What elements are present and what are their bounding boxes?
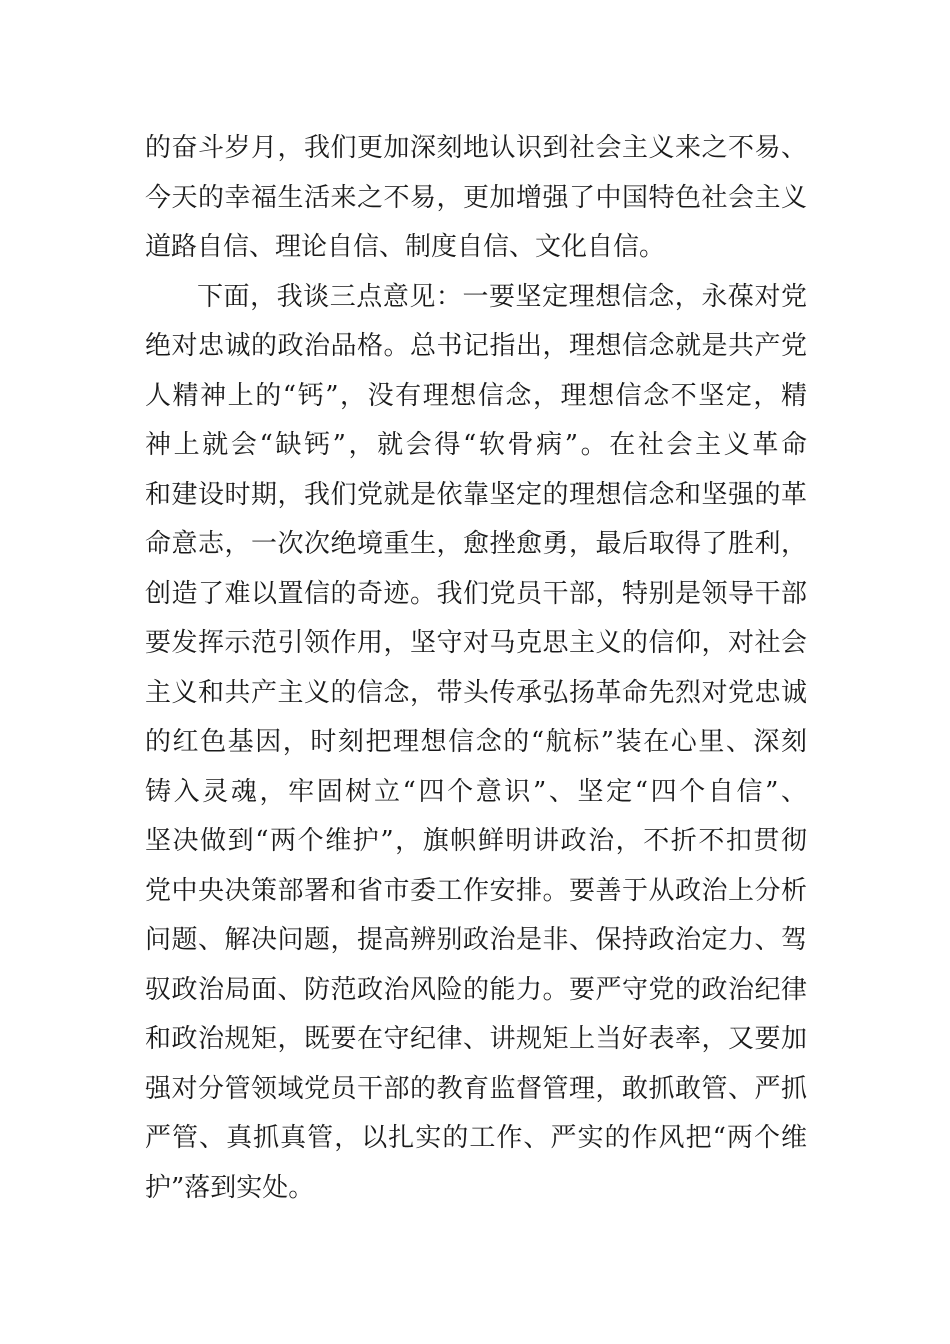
text-line: 绝对忠诚的政治品格。总书记指出，理想信念就是共产党 [145, 331, 807, 361]
paragraph-2 [145, 273, 807, 1214]
text-line: 主义和共产主义的信念，带头传承弘扬革命先烈对党忠诚 [145, 677, 807, 708]
text-line: 党中央决策部署和省市委工作安排。要善于从政治上分析 [145, 875, 807, 906]
text-line: 命意志，一次次绝境重生，愈挫愈勇，最后取得了胜利， [145, 529, 807, 559]
text-line: 神上就会“缺钙”，就会得“软骨病”。在社会主义革命 [145, 430, 807, 460]
text-line: 的红色基因，时刻把理想信念的“航标”装在心里、深刻 [145, 727, 807, 757]
body-text [145, 124, 807, 1213]
text-line: 问题、解决问题，提高辨别政治是非、保持政治定力、驾 [145, 925, 807, 955]
text-line: 驭政治局面、防范政治风险的能力。要严守党的政治纪律 [145, 974, 807, 1005]
text-line: 创造了难以置信的奇迹。我们党员干部，特别是领导干部 [145, 578, 807, 609]
text-line: 坚决做到“两个维护”，旗帜鲜明讲政治，不折不扣贯彻 [145, 826, 807, 856]
text-line: 强对分管领域党员干部的教育监督管理，敢抓敢管、严抓 [145, 1073, 807, 1104]
text-line: 的奋斗岁月，我们更加深刻地认识到社会主义来之不易、 [145, 133, 807, 163]
text-line: 严管、真抓真管，以扎实的工作、严实的作风把“两个维 [145, 1123, 807, 1153]
text-line: 今天的幸福生活来之不易，更加增强了中国特色社会主义 [145, 182, 807, 213]
text-line: 和政治规矩，既要在守纪律、讲规矩上当好表率，又要加 [145, 1024, 807, 1054]
text-line: 和建设时期，我们党就是依靠坚定的理想信念和坚强的革 [145, 479, 807, 510]
text-line: 人精神上的“钙”，没有理想信念，理想信念不坚定，精 [145, 380, 807, 411]
text-line: 护”落到实处。 [145, 1172, 315, 1203]
text-line: 下面，我谈三点意见：一要坚定理想信念，永葆对党 [197, 281, 807, 312]
paragraph-1 [145, 124, 807, 273]
text-line: 道路自信、理论自信、制度自信、文化自信。 [145, 232, 666, 262]
text-line: 铸入灵魂，牢固树立“四个意识”、坚定“四个自信”、 [145, 776, 807, 807]
text-line: 要发挥示范引领作用，坚守对马克思主义的信仰，对社会 [145, 628, 807, 658]
